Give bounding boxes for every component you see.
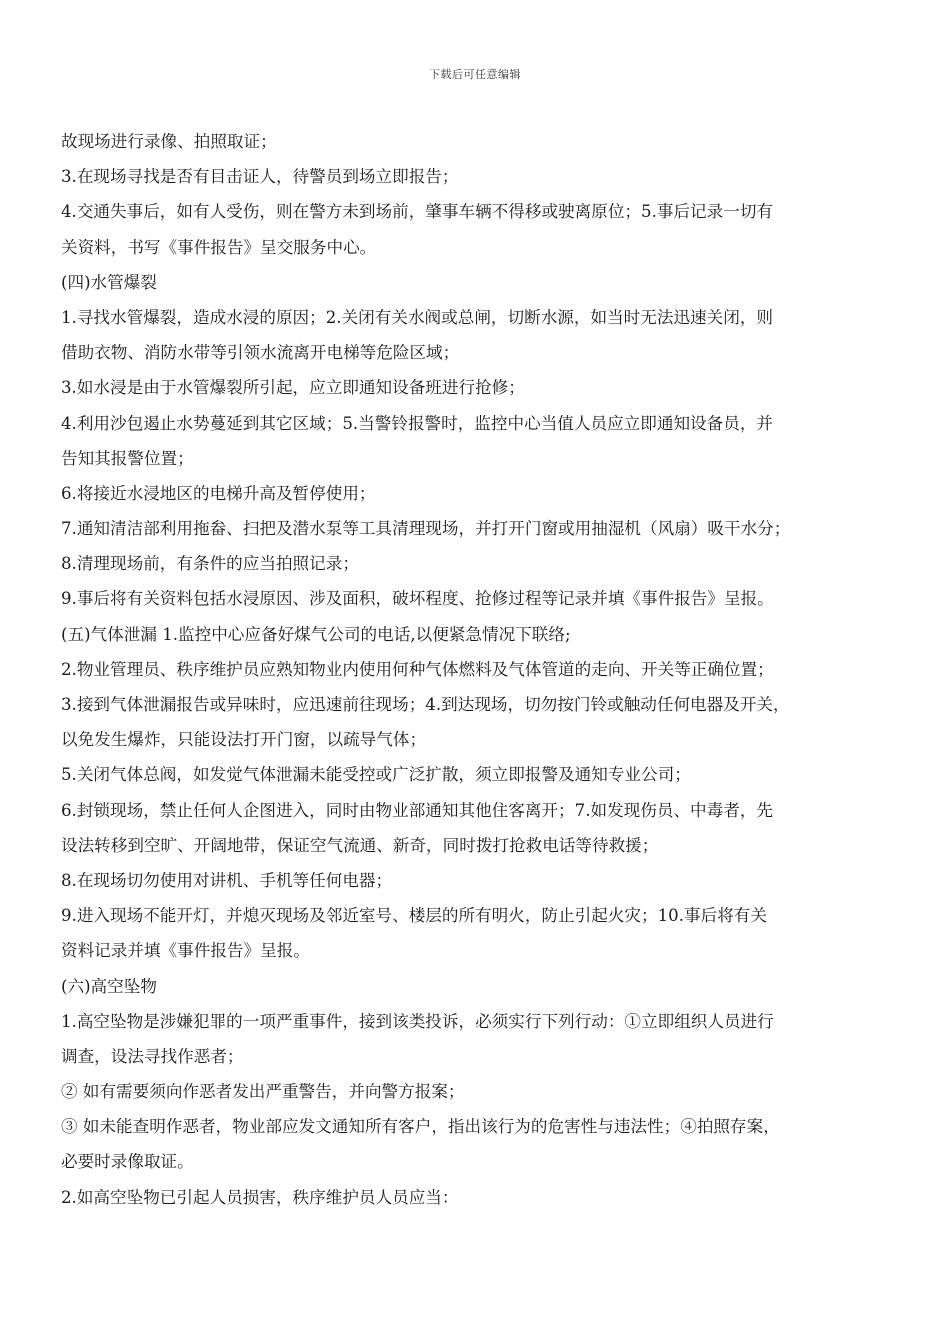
text-line: 1.高空坠物是涉嫌犯罪的一项严重事件，接到该类投诉，必须实行下列行动：①立即组织人员进行 — [61, 1011, 774, 1031]
text-line: 必要时录像取证。 — [61, 1152, 194, 1172]
text-line: 6.将接近水浸地区的电梯升高及暂停使用； — [61, 483, 376, 503]
text-line: 调查，设法寻找作恶者； — [61, 1046, 244, 1066]
section-heading: (四)水管爆裂 — [61, 272, 157, 292]
document-body — [61, 124, 893, 1215]
text-line: ③ 如未能查明作恶者，物业部应发文通知所有客户，指出该行为的危害性与违法性；④拍照存案， — [61, 1117, 780, 1137]
text-line: 9.进入现场不能开灯，并熄灭现场及邻近室号、楼层的所有明火，防止引起火灾；10.事后将有关 — [61, 906, 767, 926]
text-line: 2.如高空坠物已引起人员损害，秩序维护员人员应当： — [61, 1187, 459, 1207]
text-line: ② 如有需要须向作恶者发出严重警告，并向警方报案； — [61, 1082, 465, 1102]
text-line: 1.寻找水管爆裂，造成水浸的原因；2.关闭有关水阀或总闸，切断水源，如当时无法迅速关闭，则 — [61, 307, 774, 327]
section-heading: (五)气体泄漏 1.监控中心应备好煤气公司的电话,以便紧急情况下联络; — [61, 624, 571, 644]
text-line: 告知其报警位置； — [61, 448, 194, 468]
text-line: 4.利用沙包遏止水势蔓延到其它区域；5.当警铃报警时，监控中心当值人员应立即通知设备员，并 — [61, 413, 774, 433]
section-heading: (六)高空坠物 — [61, 976, 157, 996]
text-line: 8.清理现场前，有条件的应当拍照记录； — [61, 554, 359, 574]
text-line: 以免发生爆炸，只能设法打开门窗，以疏导气体； — [61, 730, 427, 750]
text-line: 3.在现场寻找是否有目击证人，待警员到场立即报告； — [61, 167, 459, 187]
text-line: 设法转移到空旷、开阔地带，保证空气流通、新奇，同时拨打抢救电话等待救援； — [61, 835, 659, 855]
text-line: 7.通知清洁部利用拖畚、扫把及潜水泵等工具清理现场，并打开门窗或用抽湿机（风扇）吸干水分； — [61, 519, 791, 539]
text-line: 2.物业管理员、秩序维护员应熟知物业内使用何种气体燃料及气体管道的走向、开关等正确位置； — [61, 659, 774, 679]
text-line: 3.如水浸是由于水管爆裂所引起，应立即通知设备班进行抢修； — [61, 378, 525, 398]
text-line: 关资料，书写《事件报告》呈交服务中心。 — [61, 237, 377, 257]
text-line: 8.在现场切勿使用对讲机、手机等任何电器； — [61, 870, 393, 890]
text-line: 6.封锁现场，禁止任何人企图进入，同时由物业部通知其他住客离开；7.如发现伤员、中毒者，先 — [61, 800, 774, 820]
text-line: 故现场进行录像、拍照取证； — [61, 132, 277, 151]
page-header: 下载后可任意编辑 — [429, 68, 521, 81]
text-line: 4.交通失事后，如有人受伤，则在警方未到场前，肇事车辆不得移或驶离原位；5.事后记录一切有 — [61, 202, 774, 222]
text-line: 资料记录并填《事件报告》呈报。 — [61, 941, 310, 961]
text-line: 9.事后将有关资料包括水浸原因、涉及面积，破坏程度、抢修过程等记录并填《事件报告》呈报。 — [61, 589, 774, 609]
text-line: 借助衣物、消防水带等引领水流离开电梯等危险区域； — [61, 343, 460, 363]
text-line: 5.关闭气体总阀，如发觉气体泄漏未能受控或广泛扩散，须立即报警及通知专业公司； — [61, 765, 691, 785]
text-line: 3.接到气体泄漏报告或异味时，应迅速前往现场；4.到达现场，切勿按门铃或触动任何电器及开关， — [61, 695, 790, 714]
